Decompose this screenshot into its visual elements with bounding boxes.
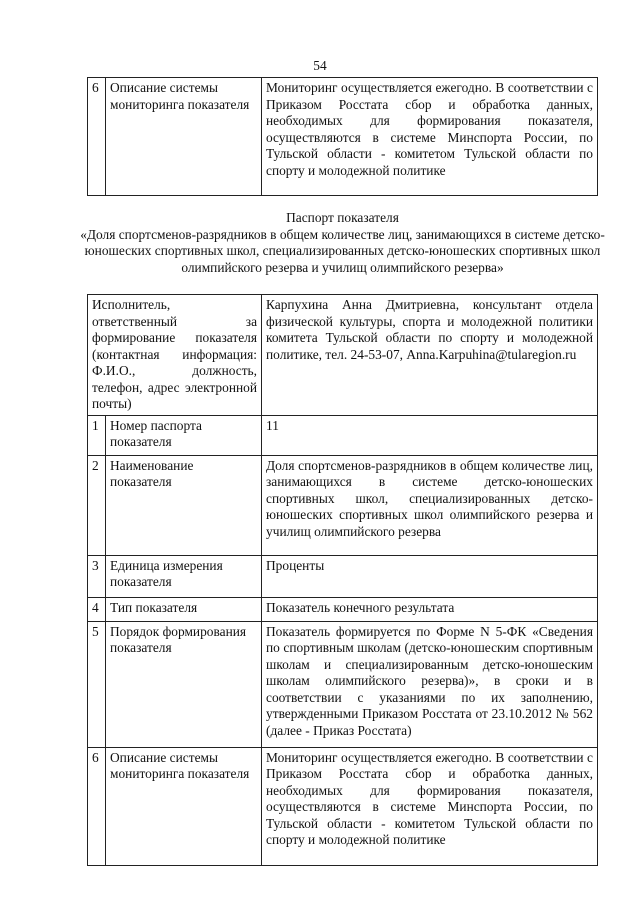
row-number: 6: [88, 78, 106, 196]
page-number: 54: [313, 58, 327, 73]
table-row: [88, 555, 598, 597]
top-table: [87, 77, 598, 196]
row-value: Показатель конечного результата: [262, 597, 598, 621]
passport-table: [87, 294, 598, 866]
executor-label: Исполнитель, ответственный за формирование показателя (контактная информация: Ф.И.О., должность, телефон, адрес электронной почты): [88, 295, 262, 416]
row-name: Описание системы мониторинга показателя: [106, 78, 262, 196]
table-row: [88, 415, 598, 455]
row-name: Наименование показателя: [106, 455, 262, 555]
row-value: Доля спортсменов-разрядников в общем количестве лиц, занимающихся в системе детско-юношеских спортивных школ, специализированных детско-юношеских спортивных школ олимпийского резерва и училищ олимпийского резерва: [262, 455, 598, 555]
passport-title: [80, 210, 605, 276]
table-row: [88, 455, 598, 555]
row-name: Номер паспорта показателя: [106, 415, 262, 455]
row-name: Порядок формирования показателя: [106, 621, 262, 747]
executor-value: Карпухина Анна Дмитриевна, консультант отдела физической культуры, спорта и молодежной политики комитета Тульской области по спорту и молодежной политике, тел. 24-53-07, Anna.Karpuhina@tularegion.ru: [262, 295, 598, 416]
row-value: 11: [262, 415, 598, 455]
row-number: 6: [88, 747, 106, 865]
passport-heading: Паспорт показателя: [286, 210, 399, 225]
row-value: Мониторинг осуществляется ежегодно. В соответствии с Приказом Росстата сбор и обработка данных, необходимых для формирования показателя, осуществляются в системе Минспорта России, по Тульской области - комитетом Тульской области по спорту и молодежной политике: [262, 78, 598, 196]
row-name: Описание системы мониторинга показателя: [106, 747, 262, 865]
passport-subtitle: «Доля спортсменов-разрядников в общем количестве лиц, занимающихся в системе детско-юношеских спортивных школ, специализированных детско-юношеских спортивных школ олимпийского резерва и училищ олимпийского резерва»: [80, 226, 605, 275]
row-name: Единица измерения показателя: [106, 555, 262, 597]
row-value: Показатель формируется по Форме N 5-ФК «Сведения по спортивным школам (детско-юношеским спортивным школам и специализированным детско-юношеским школам олимпийского резерва)», в сроки и в соответствии с указаниями по их заполнению, утвержденными Приказом Росстата от 23.10.2012 № 562 (далее - Приказ Росстата): [262, 621, 598, 747]
row-number: 4: [88, 597, 106, 621]
row-number: 2: [88, 455, 106, 555]
table-row: [88, 621, 598, 747]
executor-row: [88, 295, 598, 416]
table-row: [88, 747, 598, 865]
row-number: 3: [88, 555, 106, 597]
row-name: Тип показателя: [106, 597, 262, 621]
table-row: [88, 78, 598, 196]
row-value: Проценты: [262, 555, 598, 597]
table-row: [88, 597, 598, 621]
row-number: 5: [88, 621, 106, 747]
row-value: Мониторинг осуществляется ежегодно. В соответствии с Приказом Росстата сбор и обработка данных, необходимых для формирования показателя, осуществляются в системе Минспорта России, по Тульской области - комитетом Тульской области по спорту и молодежной политике: [262, 747, 598, 865]
row-number: 1: [88, 415, 106, 455]
